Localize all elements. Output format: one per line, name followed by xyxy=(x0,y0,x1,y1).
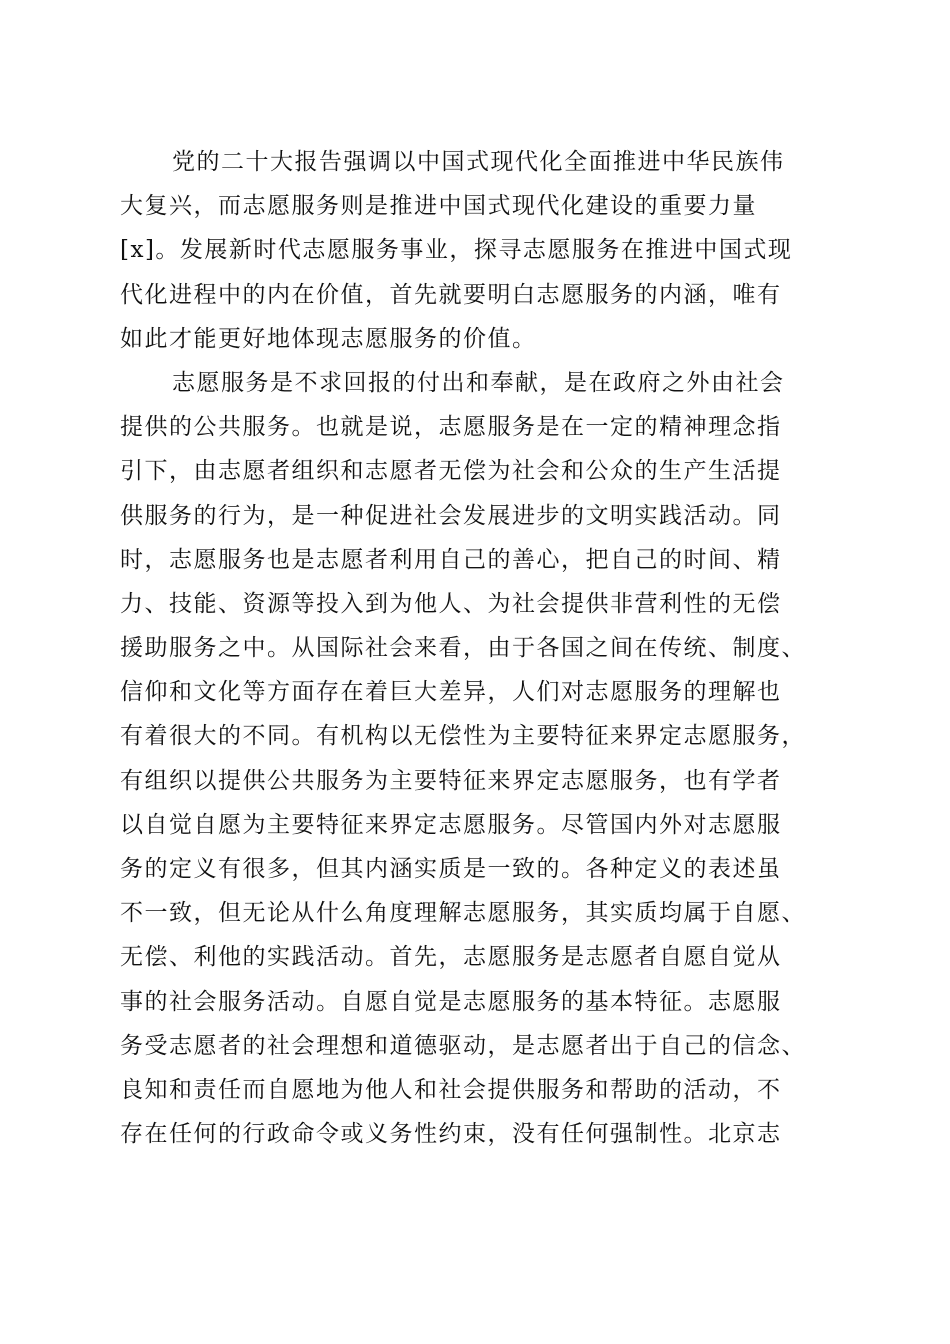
text-line: 志愿服务是不求回报的付出和奉献，是在政府之外由社会 xyxy=(172,369,785,396)
text-line: 良知和责任而自愿地为他人和社会提供服务和帮助的活动，不 xyxy=(120,1076,782,1103)
text-line: 时，志愿服务也是志愿者利用自己的善心，把自己的时间、精 xyxy=(120,546,782,573)
text-line: 以自觉自愿为主要特征来界定志愿服务。尽管国内外对志愿服 xyxy=(120,811,782,838)
paragraph xyxy=(120,140,836,361)
text-line: 党的二十大报告强调以中国式现代化全面推进中华民族伟 xyxy=(172,149,785,175)
text-line: 力、技能、资源等投入到为他人、为社会提供非营利性的无偿 xyxy=(120,590,782,617)
text-line: 大复兴，而志愿服务则是推进中国式现代化建设的重要力量 xyxy=(120,193,757,220)
text-line: 存在任何的行政命令或义务性约束，没有任何强制性。北京志 xyxy=(120,1121,782,1148)
text-line: 务的定义有很多，但其内涵实质是一致的。各种定义的表述虽 xyxy=(120,856,782,882)
document-body xyxy=(120,140,836,1156)
text-line: 事的社会服务活动。自愿自觉是志愿服务的基本特征。志愿服 xyxy=(120,988,782,1015)
text-line: [x]。发展新时代志愿服务事业，探寻志愿服务在推进中国式现 xyxy=(120,237,793,264)
text-line: 供服务的行为，是一种促进社会发展进步的文明实践活动。同 xyxy=(120,502,782,529)
text-line: 有着很大的不同。有机构以无偿性为主要特征来界定志愿服务， xyxy=(120,723,806,750)
text-line: 无偿、利他的实践活动。首先，志愿服务是志愿者自愿自觉从 xyxy=(120,944,782,971)
text-line: 有组织以提供公共服务为主要特征来界定志愿服务，也有学者 xyxy=(120,767,782,794)
text-line: 代化进程中的内在价值，首先就要明白志愿服务的内涵，唯有 xyxy=(120,281,782,308)
paragraph xyxy=(120,361,836,1156)
text-line: 援助服务之中。从国际社会来看，由于各国之间在传统、制度、 xyxy=(120,635,806,662)
text-line: 提供的公共服务。也就是说，志愿服务是在一定的精神理念指 xyxy=(120,414,782,441)
text-line: 务受志愿者的社会理想和道德驱动，是志愿者出于自己的信念、 xyxy=(120,1032,806,1059)
text-line: 信仰和文化等方面存在着巨大差异，人们对志愿服务的理解也 xyxy=(120,679,782,706)
text-line: 不一致，但无论从什么角度理解志愿服务，其实质均属于自愿、 xyxy=(120,900,806,927)
text-line: 引下，由志愿者组织和志愿者无偿为社会和公众的生产生活提 xyxy=(120,458,782,485)
text-line: 如此才能更好地体现志愿服务的价值。 xyxy=(120,325,537,352)
